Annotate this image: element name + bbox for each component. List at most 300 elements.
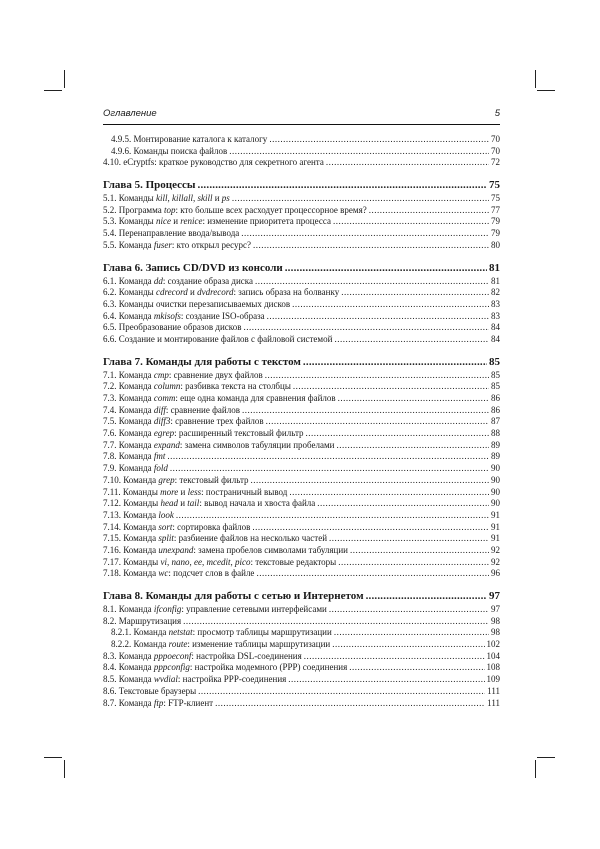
crop-mark-top-left-v (64, 70, 65, 88)
toc-page-number: 89 (491, 451, 500, 462)
title-text: 7.5. Команда (103, 416, 154, 427)
toc-page-number: 90 (491, 474, 500, 485)
toc-entry (103, 381, 500, 393)
toc-page-number: 89 (491, 439, 500, 450)
title-text: 7.13. Команда (103, 509, 159, 520)
toc-entry (103, 463, 500, 475)
toc-page-number: 90 (491, 486, 500, 497)
toc-entry (103, 393, 500, 405)
dot-leader (267, 311, 489, 323)
title-text: Глава 8. Команды для работы с сетью и Интернетом (103, 590, 364, 602)
dot-leader (369, 205, 489, 217)
command-name: cdrecord (155, 287, 188, 298)
title-text: : изменение таблицы маршрутизации (187, 639, 331, 650)
title-text: : настройка PPP-соединения (177, 674, 287, 685)
command-name: kill (155, 193, 168, 204)
toc-entry-title (103, 157, 324, 169)
command-name: tail (187, 498, 200, 509)
toc-page-number: 98 (491, 615, 500, 626)
toc-chapter-entry (103, 178, 500, 192)
toc-page-number: 87 (491, 416, 500, 427)
toc-page-number: 91 (491, 533, 500, 544)
toc-entry-title (103, 240, 251, 252)
title-text: , (167, 193, 172, 204)
toc-entry-title (103, 228, 239, 240)
command-name: mkisofs (153, 310, 181, 321)
title-text: : настройка модемного (PPP) соединения (189, 662, 348, 673)
toc-page-number: 79 (491, 228, 500, 239)
title-text: Глава 5. Процессы (103, 179, 196, 192)
crop-mark-bottom-right-h (537, 757, 555, 758)
toc-entry-title (103, 533, 327, 545)
title-text: 8.2.1. Команда (111, 627, 169, 638)
dot-leader (288, 674, 484, 686)
toc-entry (103, 604, 500, 616)
dot-leader (334, 334, 489, 346)
toc-entry-title (103, 193, 230, 205)
toc-page-number: 111 (487, 697, 500, 708)
title-text: : вывод начала и хвоста файла (199, 498, 316, 509)
crop-mark-bottom-left-h (44, 757, 62, 758)
dot-leader (253, 240, 489, 252)
toc-entry (103, 639, 500, 651)
toc-page-number: 85 (491, 369, 500, 380)
dot-leader (293, 381, 489, 393)
title-text: , (166, 556, 172, 567)
toc-entry-title (103, 451, 165, 463)
toc-page-number: 86 (491, 393, 500, 403)
command-name: dd (153, 275, 163, 286)
dot-leader (329, 533, 489, 545)
toc-entry-title (103, 393, 336, 405)
title-text: 7.3. Команда (103, 393, 154, 403)
toc-entry (103, 334, 500, 346)
dot-leader (232, 193, 489, 205)
title-text: : сравнение файлов (165, 404, 240, 415)
header-page-number: 5 (494, 108, 500, 119)
toc-page-number: 72 (491, 157, 500, 168)
toc-entry (103, 627, 500, 639)
toc-page-number: 90 (491, 498, 500, 509)
toc-entry (103, 451, 500, 463)
dot-leader (338, 393, 489, 405)
command-name: diff (153, 404, 166, 415)
title-text: 7.18. Команда (103, 568, 159, 579)
toc-entry-title (103, 510, 174, 522)
title-text: 5.1. Команды (103, 193, 156, 204)
dot-leader (349, 662, 484, 674)
toc-page-number: 102 (486, 639, 500, 650)
toc-entry (103, 311, 500, 323)
toc-entry-title (103, 522, 250, 534)
title-text: : кто больше всех расходует процессорное время? (175, 204, 367, 215)
dot-leader (241, 228, 489, 240)
title-text: 6.3. Команды очистки перезаписываемых дисков (103, 298, 291, 309)
command-name: netstat (168, 627, 193, 638)
command-name: fuser (153, 239, 172, 250)
toc-page-number: 85 (491, 381, 500, 392)
command-name: ps (221, 193, 230, 204)
command-name: nice (155, 216, 171, 227)
title-text: 6.5. Преобразование образов дисков (103, 322, 242, 333)
toc-entry (103, 299, 500, 311)
toc-page-number: 90 (491, 463, 500, 474)
title-text: 7.1. Команда (103, 369, 154, 380)
command-name: head (160, 498, 178, 509)
title-text: и (212, 193, 222, 204)
command-name: mcedit (206, 556, 231, 567)
toc-entry-title (103, 475, 249, 487)
title-text: 8.2.2. Команда (111, 639, 169, 650)
toc-page-number: 77 (491, 204, 500, 215)
dot-leader (255, 276, 489, 288)
toc-entry-title (103, 299, 290, 311)
title-text: 7.17. Команды (103, 556, 161, 567)
command-name: more (160, 486, 179, 497)
dot-leader (243, 322, 489, 334)
running-header (103, 108, 500, 122)
command-name: expand (153, 439, 180, 450)
dot-leader (306, 428, 490, 440)
toc-page-number: 81 (491, 275, 500, 286)
command-name: ftp (153, 697, 164, 708)
toc-entry-title (103, 651, 302, 663)
toc-entry-title (103, 334, 332, 346)
command-name: vi (160, 556, 167, 567)
toc-entry (103, 487, 500, 499)
title-text: 6.2. Команды (103, 287, 156, 298)
toc-entry (103, 522, 500, 534)
toc-page-number: 83 (491, 310, 500, 321)
command-name: column (153, 381, 181, 392)
toc-page-number: 97 (489, 590, 500, 602)
toc-entry (103, 557, 500, 569)
toc-page-number: 88 (491, 428, 500, 439)
title-text: 5.5. Команда (103, 239, 154, 250)
title-text: Глава 7. Команды для работы с текстом (103, 355, 301, 368)
toc-entry-title (103, 698, 213, 710)
dot-leader (292, 299, 489, 311)
toc-entry-title (103, 604, 327, 616)
toc-entry-title (103, 589, 364, 603)
toc-page-number: 97 (491, 604, 500, 614)
toc-entry (103, 698, 500, 710)
toc-entry (103, 475, 500, 487)
dot-leader (167, 451, 489, 463)
dot-leader (183, 616, 489, 628)
crop-mark-bottom-right-v (535, 760, 536, 778)
toc-page-number: 84 (491, 322, 500, 333)
crop-mark-top-left-h (44, 90, 62, 91)
toc-page-number: 81 (489, 261, 500, 274)
toc-entry-title (103, 557, 336, 569)
toc-entry-title (103, 405, 240, 417)
title-text: : создание образа диска (162, 275, 253, 286)
toc-page-number: 109 (486, 674, 500, 685)
title-text: : расширенный текстовый фильтр (174, 428, 304, 439)
crop-mark-bottom-left-v (64, 760, 65, 778)
command-name: look (158, 509, 174, 520)
toc-page-number: 108 (486, 662, 500, 673)
command-name: less (187, 486, 202, 497)
toc-chapter-entry (103, 589, 500, 603)
crop-mark-top-right-v (535, 70, 536, 88)
title-text: 7.9. Команда (103, 463, 154, 474)
dot-leader (341, 287, 489, 299)
title-text: 7.4. Команда (103, 404, 154, 415)
toc-entry-title (103, 686, 196, 698)
toc-entry-title (103, 287, 339, 299)
title-text: 5.2. Программа (103, 204, 165, 215)
toc-entry-title (103, 178, 196, 192)
title-text: : разбиение файлов на несколько частей (173, 533, 328, 544)
toc-page-number: 111 (487, 685, 500, 696)
toc-entry (103, 134, 500, 146)
toc-entry (103, 205, 500, 217)
title-text: 8.1. Команда (103, 604, 154, 614)
toc-entry-title (111, 639, 330, 651)
toc-entry (103, 533, 500, 545)
dot-leader (333, 216, 489, 228)
command-name: pico (234, 556, 251, 567)
toc-page-number: 92 (491, 556, 500, 567)
toc-page-number: 75 (489, 179, 500, 192)
dot-leader (176, 510, 489, 522)
dot-leader (334, 627, 489, 639)
title-text: и (178, 486, 188, 497)
dot-leader (285, 261, 487, 275)
title-text: : разбивка текста на столбцы (180, 381, 291, 392)
dot-leader (269, 134, 489, 146)
title-text: 6.4. Команда (103, 310, 154, 321)
title-text: : подсчет слов в файле (168, 568, 255, 579)
title-text: 7.10. Команда (103, 474, 159, 485)
toc-entry-title (103, 205, 367, 217)
title-text: 8.4. Команда (103, 662, 154, 673)
title-text: 4.9.6. Команды поиска файлов (111, 145, 228, 156)
command-name: diff3 (153, 416, 171, 427)
title-text: : замена символов табуляции пробелами (179, 439, 335, 450)
toc-entry (103, 568, 500, 580)
title-text: 7.14. Команда (103, 521, 159, 532)
title-text: 4.10. eCryptfs: краткое руководство для секретного агента (103, 157, 324, 168)
toc-entry-title (103, 311, 265, 323)
command-name: top (164, 204, 176, 215)
toc-page-number: 83 (491, 298, 500, 309)
toc-entry-title (103, 440, 335, 452)
dot-leader (332, 639, 484, 651)
title-text: , (230, 556, 235, 567)
command-name: fmt (153, 451, 166, 462)
toc-entry-title (103, 616, 181, 628)
toc-entry (103, 322, 500, 334)
dot-leader (229, 146, 489, 158)
dot-leader (289, 487, 489, 499)
title-text: : запись образа на болванку (233, 287, 340, 298)
dot-leader (265, 370, 489, 382)
title-text: : настройка DSL-соединения (191, 650, 302, 661)
toc-page-number: 70 (491, 134, 500, 144)
command-name: grep (158, 474, 175, 485)
command-name: nano (171, 556, 190, 567)
crop-mark-top-right-h (537, 90, 555, 91)
title-text: 7.15. Команда (103, 533, 159, 544)
command-name: unexpand (158, 544, 194, 555)
toc-entry-title (103, 463, 168, 475)
toc-page-number: 86 (491, 404, 500, 415)
toc-page-number: 70 (491, 145, 500, 156)
toc-entry (103, 146, 500, 158)
dot-leader (303, 355, 487, 369)
command-name: ifconfig (153, 604, 182, 614)
toc-entry (103, 416, 500, 428)
title-text: 8.5. Команда (103, 674, 154, 685)
title-text: , (192, 193, 198, 204)
command-name: dvdrecord (197, 287, 234, 298)
toc-entry (103, 662, 500, 674)
toc-entry (103, 428, 500, 440)
toc-page-number: 85 (489, 355, 500, 368)
toc-entry-title (103, 498, 315, 510)
toc-entry (103, 651, 500, 663)
dot-leader (170, 463, 489, 475)
title-text: , (189, 556, 194, 567)
toc-entry-title (103, 261, 283, 275)
dot-leader (329, 604, 489, 616)
toc-entry (103, 616, 500, 628)
title-text: : сортировка файлов (172, 521, 251, 532)
header-title: Оглавление (103, 108, 157, 119)
title-text: : кто открыл ресурс? (171, 239, 252, 250)
command-name: comm (153, 393, 176, 403)
toc-chapter-entry (103, 261, 500, 275)
toc-entry (103, 545, 500, 557)
toc-entry-title (103, 381, 291, 393)
command-name: route (168, 639, 188, 650)
header-rule (103, 124, 500, 125)
title-text: 5.4. Перенаправление ввода/вывода (103, 228, 240, 239)
command-name: killall (171, 193, 193, 204)
table-of-contents (103, 134, 500, 709)
toc-page-number: 80 (491, 239, 500, 250)
toc-entry-title (103, 416, 264, 428)
title-text: 7.2. Команда (103, 381, 154, 392)
dot-leader (337, 440, 489, 452)
toc-page-number: 75 (491, 193, 500, 204)
title-text: : постраничный вывод (201, 486, 288, 497)
toc-entry-title (103, 674, 286, 686)
toc-entry (103, 498, 500, 510)
command-name: pppoeconf (153, 650, 192, 661)
title-text: 8.3. Команда (103, 650, 154, 661)
toc-page-number: 82 (491, 287, 500, 298)
dot-leader (266, 416, 489, 428)
toc-page-number: 91 (491, 521, 500, 532)
title-text: 8.7. Команда (103, 697, 154, 708)
title-text: : создание ISO-образа (180, 310, 265, 321)
toc-entry-title (111, 146, 227, 158)
toc-entry-title (103, 355, 301, 369)
title-text: : текстовые редакторы (250, 556, 337, 567)
toc-entry (103, 440, 500, 452)
title-text: 8.2. Маршрутизация (103, 615, 182, 626)
command-name: cmp (153, 369, 169, 380)
command-name: wc (158, 568, 169, 579)
title-text: 5.3. Команды (103, 216, 156, 227)
dot-leader (350, 545, 489, 557)
title-text: : замена пробелов символами табуляции (193, 544, 349, 555)
toc-page-number: 92 (491, 544, 500, 555)
toc-entry-title (103, 568, 254, 580)
command-name: egrep (153, 428, 175, 439)
toc-entry (103, 686, 500, 698)
title-text: 7.6. Команда (103, 428, 154, 439)
toc-chapter-entry (103, 355, 500, 369)
toc-page-number: 91 (491, 509, 500, 520)
title-text: : сравнение трех файлов (170, 416, 264, 427)
title-text: 7.16. Команда (103, 544, 159, 555)
toc-page-number: 84 (491, 333, 500, 344)
toc-entry-title (103, 276, 253, 288)
title-text: 7.8. Команда (103, 451, 154, 462)
title-text: Глава 6. Запись CD/DVD из консоли (103, 261, 283, 274)
title-text: : текстовый фильтр (174, 474, 249, 485)
dot-leader (252, 522, 489, 534)
command-name: fold (153, 463, 168, 474)
dot-leader (215, 698, 485, 710)
toc-entry (103, 510, 500, 522)
dot-leader (326, 157, 489, 169)
dot-leader (198, 686, 485, 698)
title-text: 7.11. Команды (103, 486, 161, 497)
title-text: , (201, 556, 207, 567)
title-text: 6.1. Команда (103, 275, 154, 286)
command-name: wvdial (153, 674, 178, 685)
title-text: и (187, 287, 198, 298)
dot-leader (198, 178, 487, 192)
title-text: и (177, 498, 188, 509)
dot-leader (304, 651, 485, 663)
toc-page-number: 104 (486, 650, 500, 661)
title-text: : FTP-клиент (163, 697, 214, 708)
command-name: pppconfig (153, 662, 190, 673)
toc-entry-title (103, 370, 263, 382)
toc-entry-title (103, 428, 304, 440)
dot-leader (366, 589, 487, 603)
dot-leader (251, 475, 489, 487)
dot-leader (242, 405, 489, 417)
title-text: 4.9.5. Монтирование каталога к каталогу (111, 134, 268, 144)
dot-leader (338, 557, 489, 569)
toc-entry (103, 405, 500, 417)
toc-entry (103, 674, 500, 686)
toc-entry (103, 287, 500, 299)
title-text: : еще одна команда для сравнения файлов (175, 393, 336, 403)
toc-entry-title (111, 627, 332, 639)
command-name: renice (180, 216, 203, 227)
toc-entry (103, 370, 500, 382)
toc-entry-title (103, 545, 348, 557)
title-text: : изменение приоритета процесса (202, 216, 331, 227)
toc-entry-title (103, 487, 287, 499)
command-name: split (158, 533, 174, 544)
command-name: skill (197, 193, 213, 204)
toc-page-number: 98 (491, 627, 500, 638)
dot-leader (256, 568, 489, 580)
toc-entry (103, 276, 500, 288)
toc-page-number: 79 (491, 216, 500, 227)
toc-entry-title (103, 662, 347, 674)
